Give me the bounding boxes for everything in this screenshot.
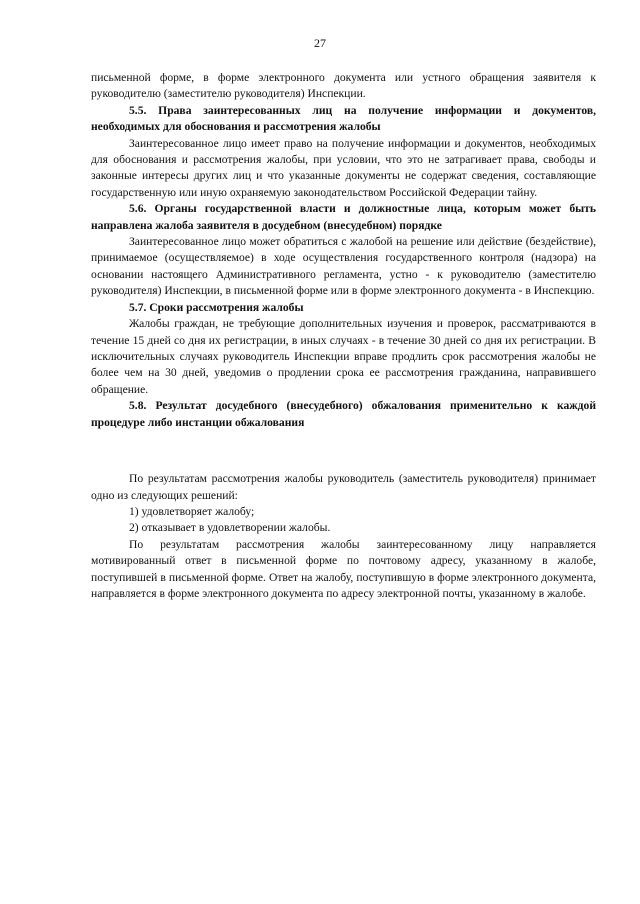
paragraph: По результатам рассмотрения жалобы руководитель (заместитель руководителя) принимает одно из следующих решений: bbox=[91, 472, 596, 502]
paragraph: Заинтересованное лицо имеет право на получение информации и документов, необходимых для обоснования и рассмотрения жалобы, при условии, что это не затрагивает права, свободы и законные интересы других лиц и что указанные документы не содержат сведения, составляющие государственную или иную охраняемую законодательством Российской Федерации тайну. bbox=[91, 136, 596, 199]
page-number: 27 bbox=[314, 36, 326, 50]
paragraph: письменной форме, в форме электронного документа или устного обращения заявителя к руководителю (заместителю руководителя) Инспекции. bbox=[91, 71, 596, 101]
section-heading: 5.5. Права заинтересованных лиц на получение информации и документов, необходимых для обоснования и рассмотрения жалобы bbox=[91, 103, 596, 134]
section-heading: 5.7. Сроки рассмотрения жалобы bbox=[129, 300, 304, 314]
blank-line bbox=[91, 443, 596, 460]
section-heading: 5.8. Результат досудебного (внесудебного) обжалования применительно к каждой процедуре либо инстанции обжалования bbox=[91, 399, 596, 429]
paragraph: 1) удовлетворяет жалобу; bbox=[129, 504, 255, 518]
paragraph: Заинтересованное лицо может обратиться с жалобой на решение или действие (бездействие), принимаемое (осуществляемое) в ходе осуществления государственного контроля (надзора) на основании настоящего Административного регламента, устно - к руководителю (заместителю руководителя) Инспекции, в письменной форме или в форме электронного документа - в Инспекцию. bbox=[91, 235, 596, 298]
paragraph: Жалобы граждан, не требующие дополнительных изучения и проверок, рассматриваются в течение 15 дней со дня их регистрации, в иных случаях - в течение 30 дней со дня их регистрации. В исключительных случаях руководитель Инспекции вправе продлить срок рассмотрения жалобы не более чем на 30 дней, уведомив о продлении срока ее рассмотрения гражданина, направившего обращение. bbox=[91, 317, 596, 396]
paragraph: По результатам рассмотрения жалобы заинтересованному лицу направляется мотивированный ответ в письменной форме по почтовому адресу, указанному в жалобе, поступившей в письменной форме. Ответ на жалобу, поступившую в форме электронного документа, направляется в форме электронного документа по адресу электронной почты, указанному в жалобе. bbox=[91, 537, 596, 600]
document-body bbox=[91, 70, 596, 602]
section-heading: 5.6. Органы государственной власти и должностные лица, которым может быть направлена жалоба заявителя в досудебном (внесудебном) порядке bbox=[91, 202, 596, 232]
paragraph: 2) отказывает в удовлетворении жалобы. bbox=[129, 521, 331, 535]
